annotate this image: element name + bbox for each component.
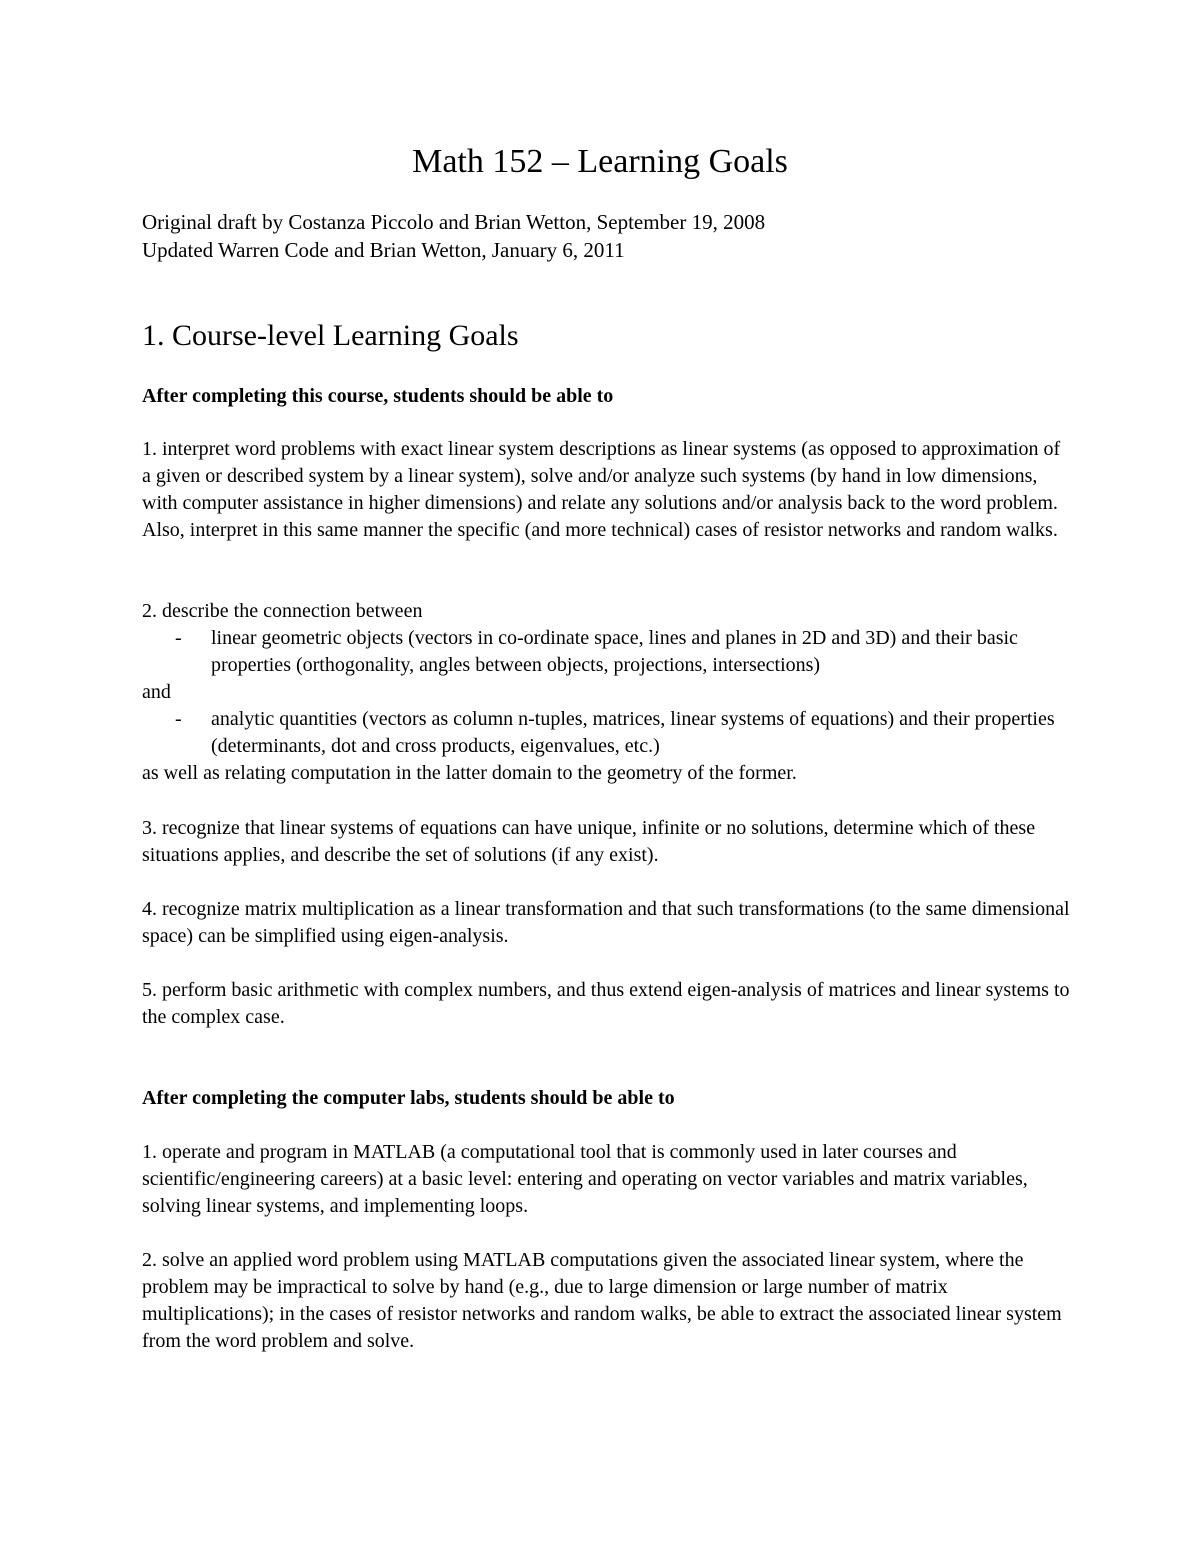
section-heading: 1. Course-level Learning Goals [142, 319, 519, 352]
updated-line: Updated Warren Code and Brian Wetton, January 6, 2011 [142, 238, 625, 262]
bullet-text: analytic quantities (vectors as column n-tuples, matrices, linear systems of equations) and their properties (determinants, dot and cross products, eigenvalues, etc.) [211, 708, 1055, 757]
bullet-text: linear geometric objects (vectors in co-ordinate space, lines and planes in 2D and 3D) and their basic properties (orthogonality, angles between objects, projections, intersections) [211, 627, 1018, 676]
course-goals-heading: After completing this course, students should be able to [142, 385, 614, 407]
document-meta [142, 208, 765, 264]
course-goal-4: 4. recognize matrix multiplication as a linear transformation and that such transformations (to the same dimensional space) can be simplified using eigen-analysis. [142, 898, 1070, 947]
course-goal-5: 5. perform basic arithmetic with complex numbers, and thus extend eigen-analysis of matrices and linear systems to the complex case. [142, 979, 1070, 1028]
bullet-dash: - [175, 708, 182, 730]
lab-goal-2: 2. solve an applied word problem using MATLAB computations given the associated linear system, where the problem may be impractical to solve by hand (e.g., due to large dimension or large number of matrix multiplications); in the cases of resistor networks and random walks, be able to extract the associated linear system from the word problem and solve. [142, 1249, 1062, 1352]
document-title: Math 152 – Learning Goals [412, 143, 788, 180]
course-goal-2-intro: 2. describe the connection between [142, 600, 423, 622]
original-draft-line: Original draft by Costanza Piccolo and Brian Wetton, September 19, 2008 [142, 210, 766, 234]
course-goal-1: 1. interpret word problems with exact linear system descriptions as linear systems (as opposed to approximation of a given or described system by a linear system), solve and/or analyze such systems (by hand in low dimensions, with computer assistance in higher dimensions) and relate any solutions and/or analysis back to the word problem. Also, interpret in this same manner the specific (and more technical) cases of resistor networks and random walks. [142, 438, 1061, 541]
lab-goal-1: 1. operate and program in MATLAB (a computational tool that is commonly used in later courses and scientific/engineering careers) at a basic level: entering and operating on vector variables and matrix variables, solving linear systems, and implementing loops. [142, 1141, 1028, 1217]
course-goal-2-and: and [142, 681, 171, 703]
lab-goals-heading: After completing the computer labs, students should be able to [142, 1087, 675, 1109]
bullet-dash: - [175, 627, 182, 649]
course-goal-2-bullet-1 [142, 625, 1072, 679]
course-goal-2-outro: as well as relating computation in the latter domain to the geometry of the former. [142, 762, 797, 784]
course-goal-2-bullet-2 [142, 706, 1072, 760]
course-goal-3: 3. recognize that linear systems of equations can have unique, infinite or no solutions, determine which of these situations applies, and describe the set of solutions (if any exist). [142, 817, 1036, 866]
